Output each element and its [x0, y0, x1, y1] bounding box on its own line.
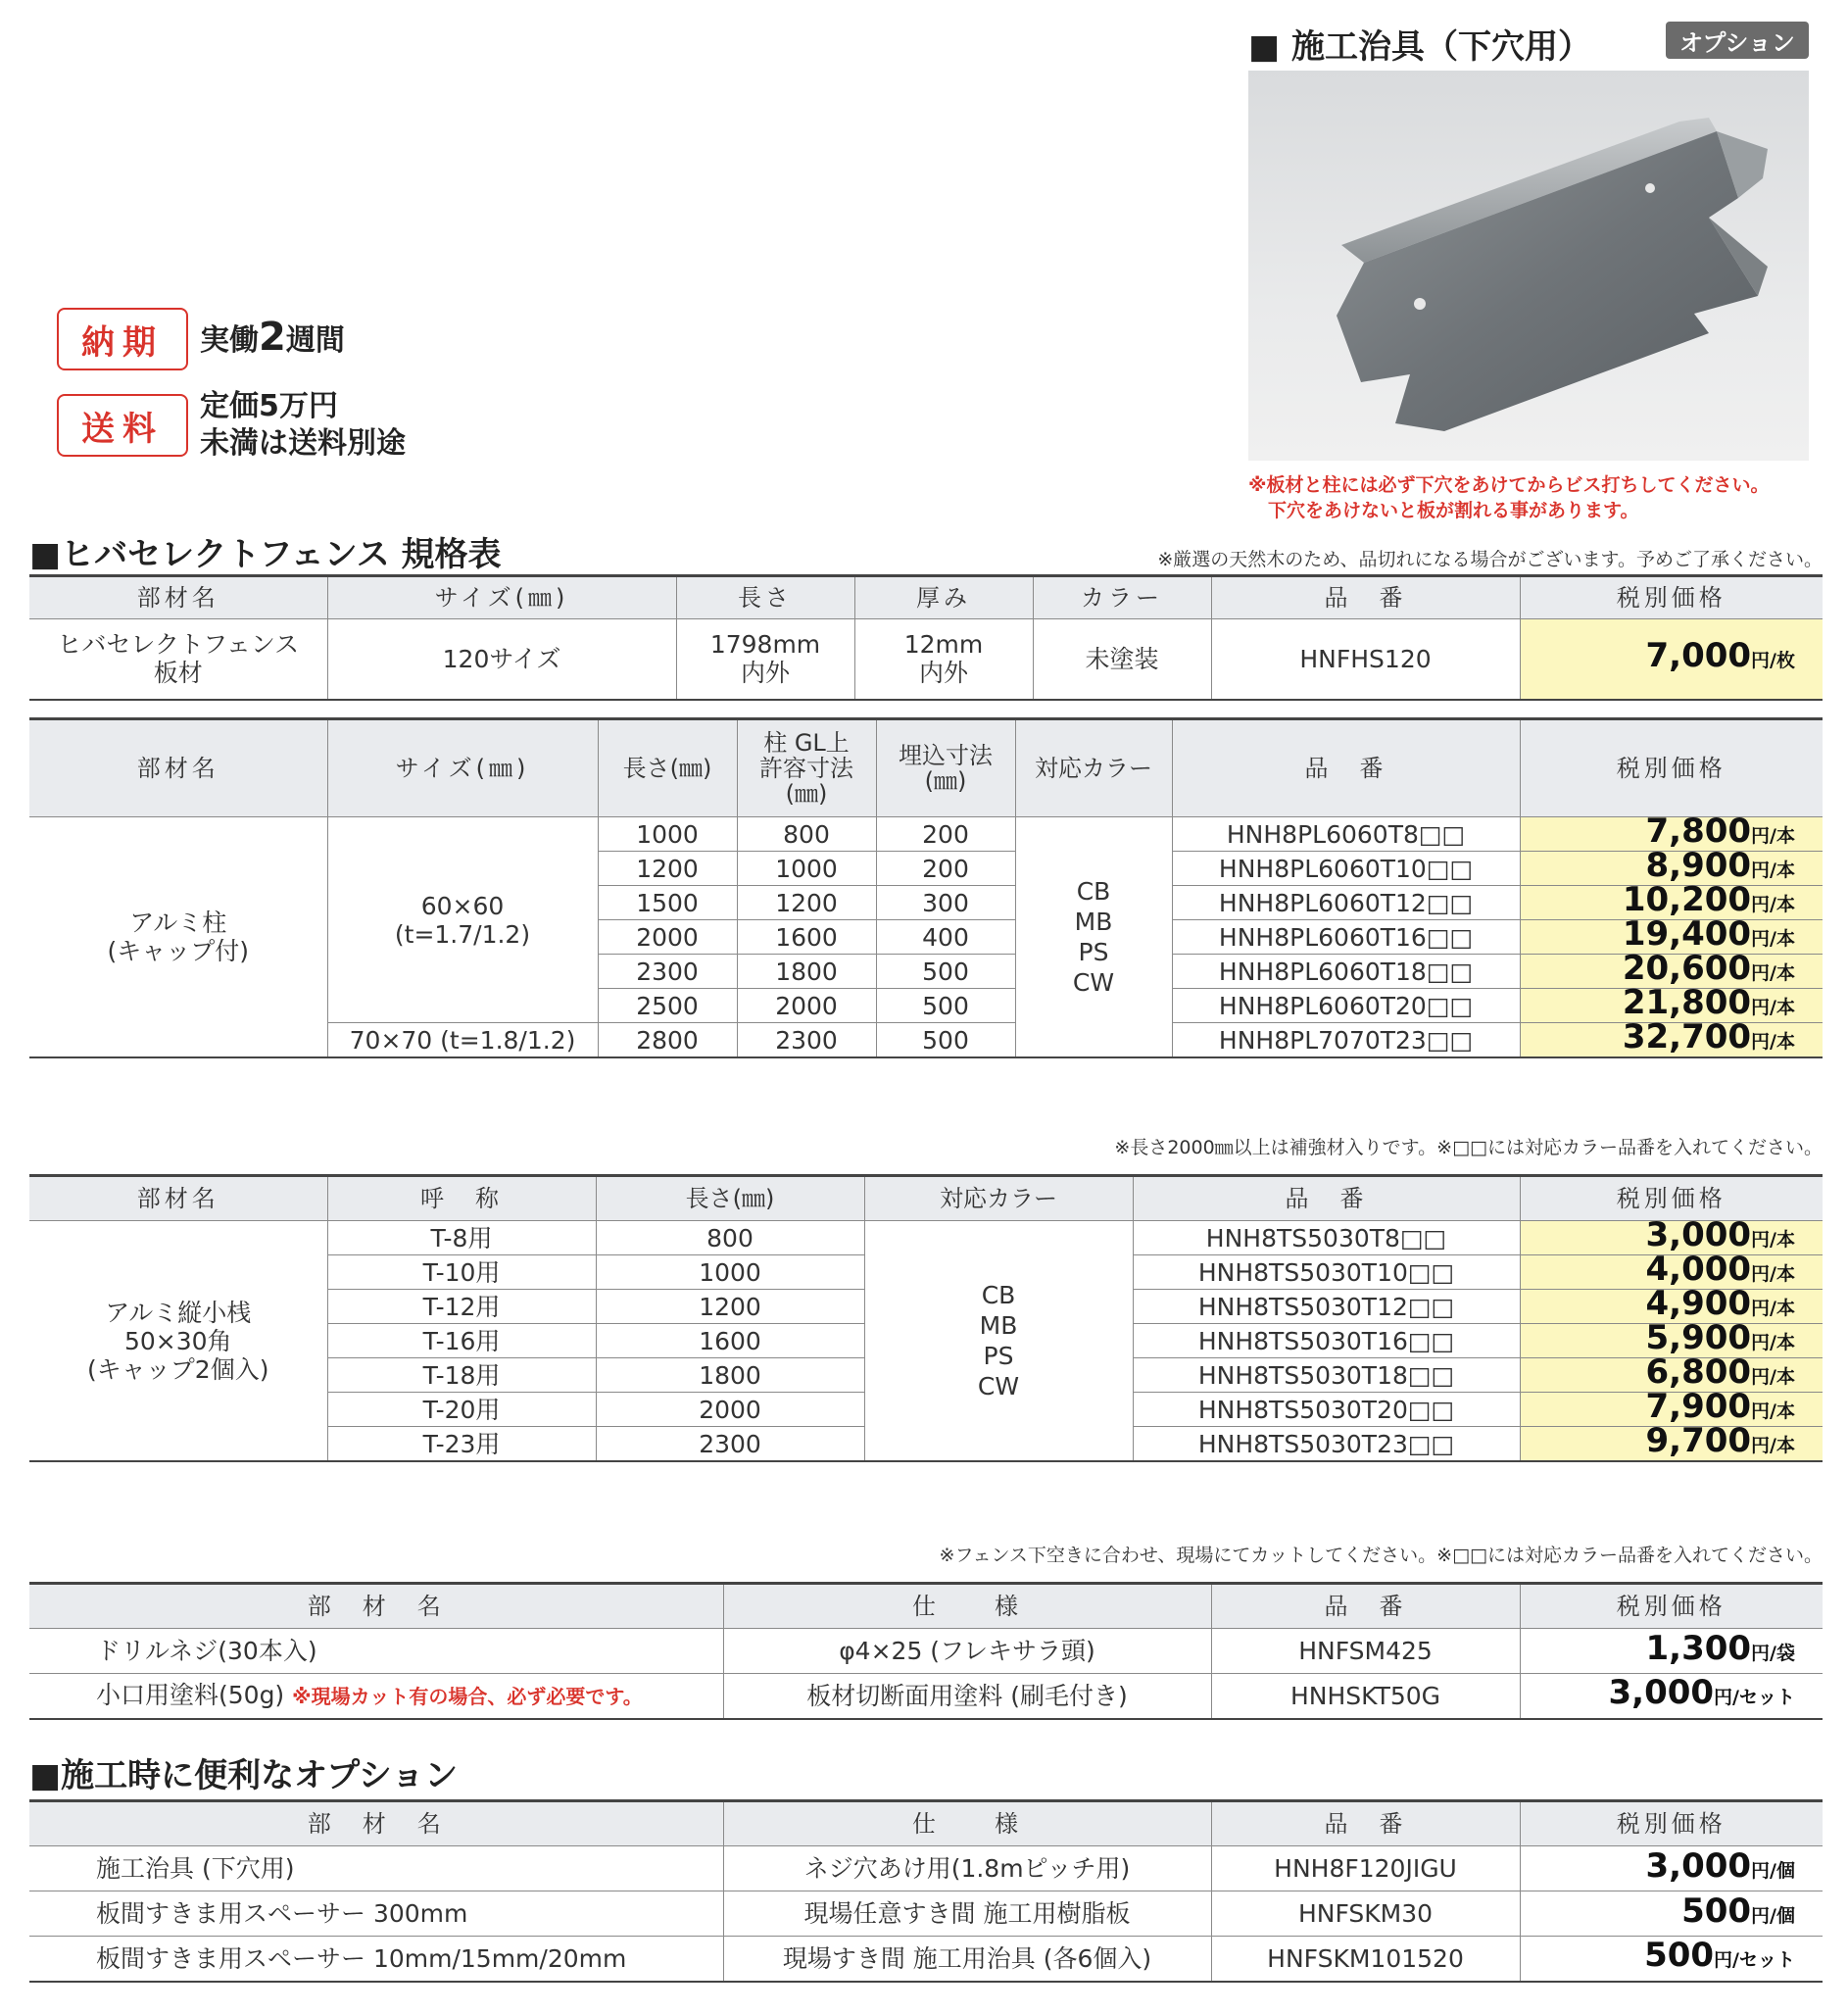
- price-cell: 6,800円/本: [1520, 1358, 1823, 1393]
- post-name: アルミ柱 (キャップ付): [29, 817, 327, 1058]
- option-tag: オプション: [1666, 22, 1809, 59]
- shipping-text: 定価5万円 未満は送料別途: [200, 389, 406, 461]
- price-cell: 32,700円/本: [1520, 1023, 1823, 1058]
- table-row: T-23用 2300 HNH8TS5030T23□□ 9,700円/本: [29, 1427, 1823, 1462]
- table-row: ヒバセレクトフェンス 板材 120サイズ 1798mm 内外 12mm 内外 未塗装 HNFHS120 7,000円/枚: [29, 619, 1823, 700]
- shipping-badge: 送料: [57, 394, 188, 457]
- table-row: アルミ柱 (キャップ付) 60×60 (t=1.7/1.2) 1000 800 200 CB MB PS CW HNH8PL6060T8□□ 7,800円/本: [29, 817, 1823, 852]
- price-cell: 21,800円/本: [1520, 989, 1823, 1023]
- table-row: T-10用 1000 HNH8TS5030T10□□ 4,000円/本: [29, 1255, 1823, 1290]
- price-cell: 7,000円/枚: [1520, 619, 1823, 700]
- table-row: ドリルネジ(30本入) φ4×25 (フレキサラ頭) HNFSM425 1,300円/袋: [29, 1629, 1823, 1674]
- table-row: 施工治具 (下穴用) ネジ穴あけ用(1.8mピッチ用) HNH8F120JIGU 3,000円/個: [29, 1846, 1823, 1891]
- post-note: ※長さ2000㎜以上は補強材入りです。※□□には対応カラー品番を入れてください。: [1114, 1137, 1823, 1158]
- price-cell: 19,400円/本: [1520, 920, 1823, 955]
- table-row: 2000 1600 400 HNH8PL6060T16□□ 19,400円/本: [29, 920, 1823, 955]
- board-header-row: 部材名 サイズ(㎜) 長さ 厚み カラー 品 番 税別価格: [29, 576, 1823, 619]
- table-row: T-18用 1800 HNH8TS5030T18□□ 6,800円/本: [29, 1358, 1823, 1393]
- table-row: T-12用 1200 HNH8TS5030T12□□ 4,900円/本: [29, 1290, 1823, 1324]
- table-row: 2500 2000 500 HNH8PL6060T20□□ 21,800円/本: [29, 989, 1823, 1023]
- slat-header-row: 部材名 呼 称 長さ(㎜) 対応カラー 品 番 税別価格: [29, 1176, 1823, 1221]
- slat-table: [29, 1174, 1823, 1462]
- jig-title: ■ 施工治具（下穴用）: [1248, 27, 1591, 67]
- price-cell: 7,800円/本: [1520, 817, 1823, 852]
- post-colors: CB MB PS CW: [1015, 817, 1172, 1058]
- board-name: ヒバセレクトフェンス 板材: [29, 619, 327, 700]
- price-cell: 7,900円/本: [1520, 1393, 1823, 1427]
- table-row: 板間すきま用スペーサー 10mm/15mm/20mm 現場すき間 施工用治具 (各6個入) HNFSKM101520 500円/セット: [29, 1937, 1823, 1982]
- price-cell: 4,000円/本: [1520, 1255, 1823, 1290]
- post-header-row: 部材名 サイズ(㎜) 長さ(㎜) 柱 GL上 許容寸法 (㎜) 埋込寸法 (㎜) 対応カラー 品 番 税別価格: [29, 719, 1823, 817]
- jig-plate-icon: [1248, 71, 1809, 461]
- table-row: 小口用塗料(50g) ※現場カット有の場合、必ず必要です。 板材切断面用塗料 (刷毛付き) HNHSKT50G 3,000円/セット: [29, 1674, 1823, 1719]
- price-cell: 4,900円/本: [1520, 1290, 1823, 1324]
- price-cell: 20,600円/本: [1520, 955, 1823, 989]
- delivery-row: [57, 308, 345, 370]
- table-row: 板間すきま用スペーサー 300mm 現場任意すき間 施工用樹脂板 HNFSKM30 500円/個: [29, 1891, 1823, 1937]
- jig-note: ※板材と柱には必ず下穴をあけてからビス打ちしてください。 下穴をあけないと板が割れる事があります。: [1248, 474, 1770, 521]
- slat-note: ※フェンス下空きに合わせ、現場にてカットしてください。※□□には対応カラー品番を入れてください。: [939, 1545, 1823, 1566]
- spec-title: ■ヒバセレクトフェンス 規格表: [29, 535, 502, 574]
- price-cell: 8,900円/本: [1520, 852, 1823, 886]
- delivery-text: 実働2週間: [200, 315, 345, 360]
- price-cell: 9,700円/本: [1520, 1427, 1823, 1462]
- price-cell: 5,900円/本: [1520, 1324, 1823, 1358]
- cut-warning: ※現場カット有の場合、必ず必要です。: [292, 1684, 643, 1708]
- post-size-last: 70×70 (t=1.8/1.2): [327, 1023, 598, 1058]
- delivery-badge: 納期: [57, 308, 188, 370]
- price-cell: 500円/個: [1520, 1891, 1823, 1937]
- price-cell: 3,000円/個: [1520, 1846, 1823, 1891]
- board-table: [29, 574, 1823, 701]
- table-row: 1200 1000 200 HNH8PL6060T10□□ 8,900円/本: [29, 852, 1823, 886]
- table-row: 70×70 (t=1.8/1.2) 2800 2300 500 HNH8PL7070T23□□ 32,700円/本: [29, 1023, 1823, 1058]
- slat-name: アルミ縦小桟 50×30角 (キャップ2個入): [29, 1221, 327, 1462]
- table-row: アルミ縦小桟 50×30角 (キャップ2個入) T-8用 800 CB MB PS CW HNH8TS5030T8□□ 3,000円/本: [29, 1221, 1823, 1255]
- table-row: T-16用 1600 HNH8TS5030T16□□ 5,900円/本: [29, 1324, 1823, 1358]
- price-cell: 3,000円/セット: [1520, 1674, 1823, 1719]
- spec-note: ※厳選の天然木のため、品切れになる場合がございます。予めご了承ください。: [1157, 549, 1823, 570]
- post-size: 60×60 (t=1.7/1.2): [327, 817, 598, 1023]
- price-cell: 1,300円/袋: [1520, 1629, 1823, 1674]
- accessory-header-row: 部 材 名 仕 様 品 番 税別価格: [29, 1584, 1823, 1629]
- options-table: [29, 1799, 1823, 1983]
- jig-photo: [1248, 71, 1809, 461]
- options-header-row: 部 材 名 仕 様 品 番 税別価格: [29, 1801, 1823, 1846]
- slat-colors: CB MB PS CW: [864, 1221, 1133, 1462]
- price-cell: 3,000円/本: [1520, 1221, 1823, 1255]
- price-cell: 500円/セット: [1520, 1937, 1823, 1982]
- options-title: ■施工時に便利なオプション: [29, 1756, 459, 1795]
- price-cell: 10,200円/本: [1520, 886, 1823, 920]
- post-table: [29, 717, 1823, 1058]
- table-row: 2300 1800 500 HNH8PL6060T18□□ 20,600円/本: [29, 955, 1823, 989]
- table-row: T-20用 2000 HNH8TS5030T20□□ 7,900円/本: [29, 1393, 1823, 1427]
- table-row: 1500 1200 300 HNH8PL6060T12□□ 10,200円/本: [29, 886, 1823, 920]
- accessory-table: [29, 1582, 1823, 1720]
- shipping-row: [57, 388, 406, 463]
